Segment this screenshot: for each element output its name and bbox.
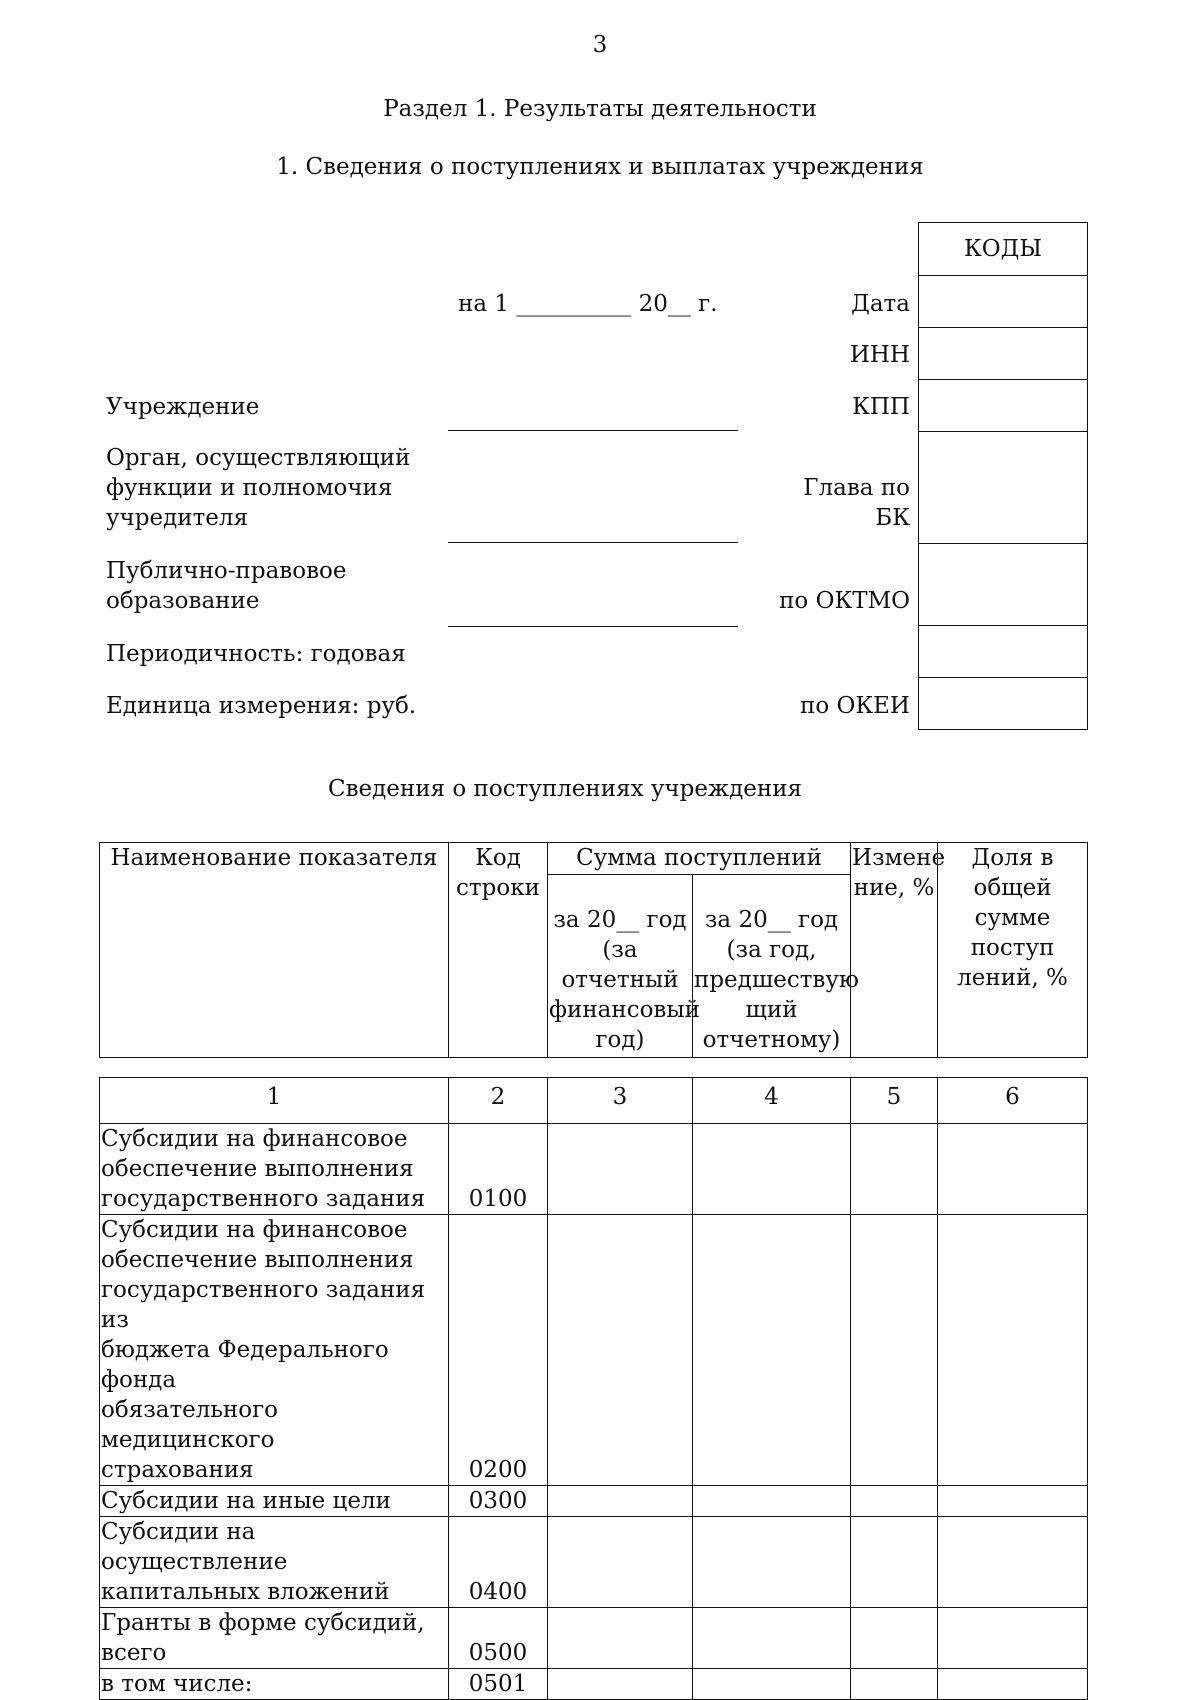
section-title: Раздел 1. Результаты деятельности — [383, 96, 817, 122]
label-periodicity: Периодичность: годовая — [106, 641, 406, 667]
header-prev-year: за 20__ год (за год, предшествую щий отчетному) — [693, 875, 851, 1058]
row-name: Гранты в форме субсидий, всего — [100, 1608, 449, 1669]
cell-share[interactable] — [938, 1486, 1088, 1517]
cell-current[interactable] — [548, 1215, 693, 1486]
cell-share[interactable] — [938, 1669, 1088, 1700]
label-inn: ИНН — [849, 342, 910, 368]
code-cell-oktmo[interactable] — [919, 543, 1087, 625]
row-name: Субсидии на финансовое обеспечение выполнения государственного задания из бюджета Федерального фонда обязательного медицинского страхования — [100, 1215, 449, 1486]
table-row — [100, 1608, 1088, 1669]
page-number: 3 — [592, 32, 608, 58]
table-row — [100, 1669, 1088, 1700]
header-change: Измене ние, % — [851, 843, 938, 1058]
cell-prev[interactable] — [693, 1486, 851, 1517]
col-num-1: 1 — [100, 1078, 449, 1124]
header-code: Код строки — [449, 843, 548, 1058]
header-current-year: за 20__ год (за отчетный финансовый год) — [548, 875, 693, 1058]
public-entity-underline[interactable] — [448, 626, 738, 627]
row-code: 0500 — [449, 1608, 548, 1669]
label-public-2: образование — [106, 588, 260, 614]
institution-underline[interactable] — [448, 430, 738, 431]
cell-change[interactable] — [851, 1215, 938, 1486]
row-name: Субсидии на осуществление капитальных вложений — [100, 1517, 449, 1608]
row-name: Субсидии на иные цели — [100, 1486, 449, 1517]
table-title: Сведения о поступлениях учреждения — [327, 776, 803, 802]
label-glava-2: БК — [875, 505, 910, 531]
col-num-2: 2 — [449, 1078, 548, 1124]
code-cell-kpp[interactable] — [919, 379, 1087, 431]
cell-share[interactable] — [938, 1517, 1088, 1608]
cell-current[interactable] — [548, 1669, 693, 1700]
label-public-1: Публично-правовое — [106, 558, 347, 584]
label-kpp: КПП — [852, 394, 910, 420]
date-line: на 1 __________ 20__ г. — [458, 291, 718, 317]
cell-prev[interactable] — [693, 1608, 851, 1669]
label-organ-3: учредителя — [106, 505, 249, 531]
label-glava-1: Глава по — [803, 475, 910, 501]
cell-change[interactable] — [851, 1517, 938, 1608]
cell-current[interactable] — [548, 1124, 693, 1215]
cell-current[interactable] — [548, 1517, 693, 1608]
codes-header: КОДЫ — [964, 236, 1042, 262]
label-okei: по ОКЕИ — [800, 693, 910, 719]
codes-box — [918, 222, 1088, 730]
row-name: Субсидии на финансовое обеспечение выполнения государственного задания — [100, 1124, 449, 1215]
col-num-4: 4 — [693, 1078, 851, 1124]
table-row — [100, 1124, 1088, 1215]
code-cell-glava-bk[interactable] — [919, 431, 1087, 543]
label-oktmo: по ОКТМО — [779, 588, 910, 614]
cell-current[interactable] — [548, 1608, 693, 1669]
row-name: в том числе: — [100, 1669, 449, 1700]
data-table — [99, 1077, 1088, 1700]
row-code: 0400 — [449, 1517, 548, 1608]
cell-change[interactable] — [851, 1486, 938, 1517]
label-institution: Учреждение — [106, 394, 260, 420]
cell-share[interactable] — [938, 1608, 1088, 1669]
code-cell-date[interactable] — [919, 275, 1087, 327]
header-sum: Сумма поступлений — [548, 843, 851, 875]
cell-prev[interactable] — [693, 1215, 851, 1486]
table-row — [100, 1517, 1088, 1608]
table-row — [100, 1486, 1088, 1517]
cell-prev[interactable] — [693, 1517, 851, 1608]
organ-underline[interactable] — [448, 542, 738, 543]
row-code: 0200 — [449, 1215, 548, 1486]
code-cell-periodicity[interactable] — [919, 625, 1087, 677]
table-row — [100, 1215, 1088, 1486]
cell-change[interactable] — [851, 1669, 938, 1700]
label-organ-2: функции и полномочия — [106, 475, 393, 501]
cell-share[interactable] — [938, 1124, 1088, 1215]
label-date: Дата — [851, 291, 910, 317]
col-num-6: 6 — [938, 1078, 1088, 1124]
row-code: 0300 — [449, 1486, 548, 1517]
header-table — [99, 842, 1088, 1058]
col-num-5: 5 — [851, 1078, 938, 1124]
cell-change[interactable] — [851, 1124, 938, 1215]
code-cell-okei[interactable] — [919, 677, 1087, 729]
col-num-3: 3 — [548, 1078, 693, 1124]
row-code: 0100 — [449, 1124, 548, 1215]
label-organ-1: Орган, осуществляющий — [106, 445, 411, 471]
header-name: Наименование показателя — [100, 843, 449, 1058]
row-code: 0501 — [449, 1669, 548, 1700]
cell-share[interactable] — [938, 1215, 1088, 1486]
header-share: Доля в общей сумме поступ лений, % — [938, 843, 1088, 1058]
cell-change[interactable] — [851, 1608, 938, 1669]
label-unit: Единица измерения: руб. — [106, 693, 417, 719]
subsection-title: 1. Сведения о поступлениях и выплатах учреждения — [276, 154, 924, 180]
cell-current[interactable] — [548, 1486, 693, 1517]
cell-prev[interactable] — [693, 1669, 851, 1700]
code-cell-inn[interactable] — [919, 327, 1087, 379]
cell-prev[interactable] — [693, 1124, 851, 1215]
